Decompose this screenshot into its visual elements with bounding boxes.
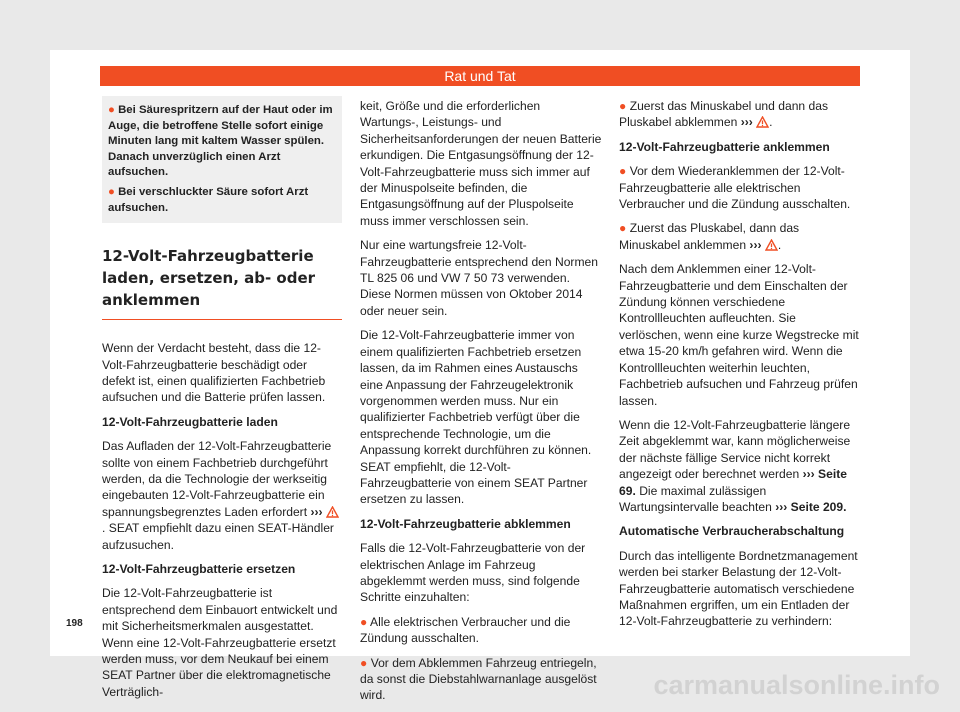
acid-warning-box	[102, 96, 342, 223]
chapter-header: Rat und Tat	[100, 66, 860, 86]
list-item: ● Zuerst das Minuskabel und dann das Pluskabel abklemmen ››› .	[619, 99, 829, 130]
reference-arrows[interactable]: ›››	[775, 499, 788, 514]
paragraph: keit, Größe und die erforderlichen Wartungs-, Leistungs- und Sicherheitsanforderungen der neuen Batterie erkundigen. Die Entgasungsöffnung der 12-Volt-Fahrzeugbatterie muss sich immer auf der Minuspolseite befinden, die Entgasungsöffnung auf der Pluspolseite muss immer verschlossen sein.	[360, 99, 602, 228]
subheading-ersetzen: 12-Volt-Fahrzeugbatterie ersetzen	[102, 562, 296, 577]
laden-paragraph: Das Aufladen der 12-Volt-Fahrzeugbatterie sollte von einem Fachbetrieb durchgeführt werden, da die Technologie der werkseitig eingebauten 12-Volt-Fahrzeugbatterie ein spannungsbegrenztes Laden erfordert ››› . SEAT empfiehlt dazu einen SEAT-Händler aufzusuchen.	[102, 438, 342, 553]
subheading-laden: 12-Volt-Fahrzeugbatterie laden	[102, 414, 278, 429]
bullet-icon: ●	[360, 655, 368, 670]
intro-paragraph: Wenn der Verdacht besteht, dass die 12-Volt-Fahrzeugbatterie beschädigt oder defekt ist, einen qualifizierten Fachbetrieb aufsuchen und die Batterie prüfen lassen.	[102, 341, 326, 405]
paragraph: Nach dem Anklemmen einer 12-Volt-Fahrzeugbatterie und dem Einschalten der Zündung können verschiedene Kontrollleuchten aufleuchten. Sie verlöschen, wenn eine kurze Wegstrecke mit etwa 15-20 km/h gefahren wird. Wenn die Kontrollleuchten weiterhin leuchten, Fachbetrieb aufsuchen und Fahrzeug prüfen lassen.	[619, 262, 859, 408]
subheading-anklemmen: 12-Volt-Fahrzeugbatterie anklemmen	[619, 139, 830, 154]
column-2	[360, 98, 602, 712]
ersetzen-paragraph: Die 12-Volt-Fahrzeugbatterie ist entsprechend dem Einbauort entwickelt und mit Sicherheitsmerkmalen ausgestattet. Wenn eine 12-Volt-Fahrzeugbatterie ersetzt werden muss, vor dem Neukauf bei einem SEAT Partner über die elektromagnetische Verträglich-	[102, 586, 338, 699]
list-item: ● Vor dem Abklemmen Fahrzeug entriegeln, da sonst die Diebstahlwarnanlage ausgelöst wird.	[360, 655, 597, 703]
page-reference-link[interactable]: Seite 209	[790, 499, 844, 514]
warning-triangle-icon[interactable]	[765, 239, 778, 251]
warning-triangle-icon[interactable]	[326, 506, 339, 518]
subheading-auto: Automatische Verbraucherabschaltung	[619, 524, 845, 539]
list-item: ● Zuerst das Pluskabel, dann das Minuskabel anklemmen ››› .	[619, 221, 800, 252]
section-title: 12-Volt-Fahrzeugbatterie laden, ersetzen, ab- oder anklemmen	[102, 245, 342, 320]
paragraph: Wenn die 12-Volt-Fahrzeugbatterie längere Zeit abgeklemmt war, kann möglicherweise der nächste fällige Service nicht korrekt angezeigt oder berechnet werden ››› Seite 69. Die maximal zulässigen Wartungsintervalle beachten ››› Seite 209.	[619, 417, 851, 514]
column-1	[102, 96, 342, 708]
list-item: ● Alle elektrischen Verbraucher und die Zündung ausschalten.	[360, 614, 571, 646]
subheading-abklemmen: 12-Volt-Fahrzeugbatterie abklemmen	[360, 516, 571, 531]
paragraph: Nur eine wartungsfreie 12-Volt-Fahrzeugbatterie entsprechend den Normen TL 825 06 und VW 7 50 73 verwenden. Diese Normen müssen von Oktober 2014 oder neuer sein.	[360, 238, 598, 318]
warning-item-1: ● Bei Säurespritzern auf der Haut oder im Auge, die betroffene Stelle sofort einige Minuten lang mit kaltem Wasser spülen. Danach unverzüglich einen Arzt aufsuchen.	[108, 104, 333, 179]
paragraph: Die 12-Volt-Fahrzeugbatterie immer von einem qualifizierten Fachbetrieb ersetzen lassen, da im Rahmen eines Austauschs eine Anpassung der Fahrzeugelektronik vorgenommen werden muss. Nur ein qualifizierter Fachbetrieb verfügt über die entsprechende Technologie, um die Anpassung korrekt durchführen zu können. SEAT empfiehlt, die 12-Volt-Fahrzeugbatterie von einem SEAT Partner ersetzen zu lassen.	[360, 328, 592, 507]
watermark: carmanualsonline.info	[653, 670, 940, 700]
reference-arrows[interactable]: ›››	[310, 504, 323, 519]
reference-arrows[interactable]: ›››	[749, 237, 762, 252]
bullet-icon: ●	[619, 99, 627, 113]
page-number: 198	[66, 618, 83, 629]
paragraph: Durch das intelligente Bordnetzmanagement werden bei starker Belastung der 12-Volt-Fahrzeugbatterie automatisch verschiedene Maßnahmen ergriffen, um ein Entladen der 12-Volt-Fahrzeugbatterie zu verhindern:	[619, 548, 858, 629]
bullet-icon: ●	[108, 104, 115, 116]
warning-triangle-icon[interactable]	[756, 116, 769, 128]
page-reference-link[interactable]: Seite 69	[619, 467, 847, 498]
bullet-icon: ●	[619, 164, 627, 179]
bullet-icon: ●	[619, 221, 627, 236]
paragraph: Falls die 12-Volt-Fahrzeugbatterie von der elektrischen Anlage im Fahrzeug abgeklemmt werden muss, sind folgende Schritte einzuhalten:	[360, 541, 586, 605]
reference-arrows[interactable]: ›››	[802, 467, 815, 482]
warning-item-2: ● Bei verschluckter Säure sofort Arzt aufsuchen.	[108, 185, 309, 214]
column-3	[619, 98, 859, 638]
list-item: ● Vor dem Wiederanklemmen der 12-Volt-Fahrzeugbatterie alle elektrischen Verbraucher und die Zündung ausschalten.	[619, 164, 851, 212]
reference-arrows[interactable]: ›››	[740, 115, 753, 130]
bullet-icon: ●	[108, 185, 115, 198]
bullet-icon: ●	[360, 614, 368, 629]
